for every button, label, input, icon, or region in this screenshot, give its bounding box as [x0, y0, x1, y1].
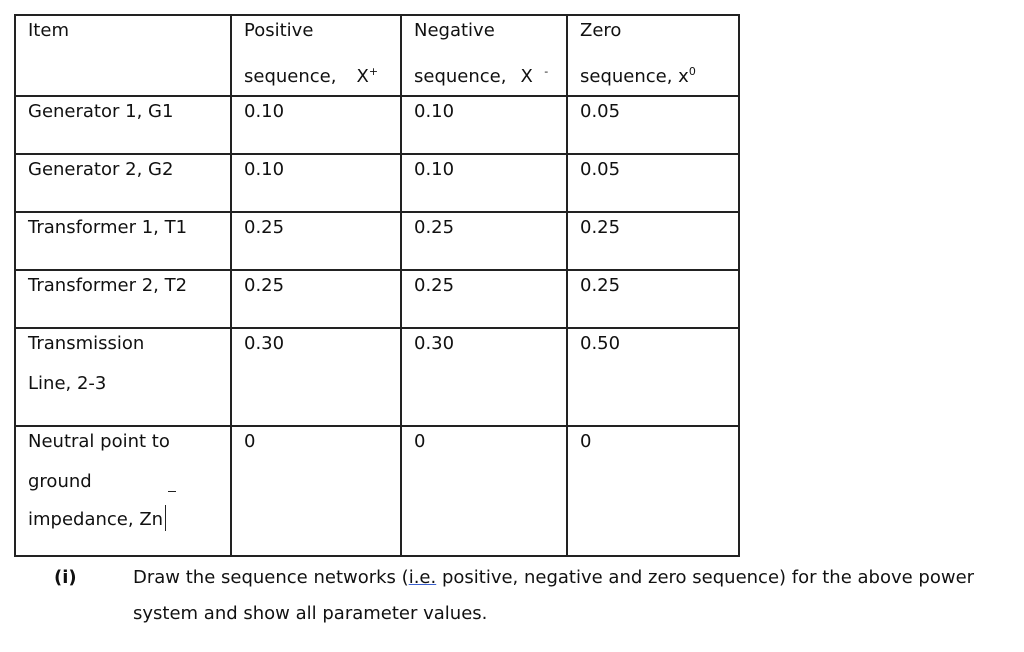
question-text: Draw the sequence networks (i.e. positive, negative and zero sequence) for the above power system and show all parameter values. — [133, 567, 975, 624]
row-positive: 0 — [231, 426, 401, 556]
row-negative: 0.25 — [401, 270, 567, 328]
cursor-bar — [165, 505, 166, 531]
row-positive: 0.25 — [231, 212, 401, 270]
header-item: Item — [15, 15, 231, 96]
header-negative: Negative sequence, X - — [401, 15, 567, 96]
table-row — [15, 154, 739, 212]
row-zero: 0.05 — [567, 96, 739, 154]
row-item: Generator 1, G1 — [15, 96, 231, 154]
table-row — [15, 426, 739, 556]
table-row — [15, 270, 739, 328]
row-negative: 0 — [401, 426, 567, 556]
table-row — [15, 328, 739, 426]
row-negative: 0.30 — [401, 328, 567, 426]
row-zero: 0.25 — [567, 270, 739, 328]
row-zero: 0 — [567, 426, 739, 556]
negative-symbol: X - — [520, 65, 549, 87]
positive-symbol: X+ — [356, 65, 379, 87]
row-zero: 0.05 — [567, 154, 739, 212]
row-zero: 0.50 — [567, 328, 739, 426]
table-row — [15, 212, 739, 270]
row-zero: 0.25 — [567, 212, 739, 270]
table-row — [15, 96, 739, 154]
row-positive: 0.30 — [231, 328, 401, 426]
row-positive: 0.10 — [231, 96, 401, 154]
question-label: (i) — [54, 567, 77, 588]
row-negative: 0.25 — [401, 212, 567, 270]
header-positive: Positive sequence, X+ — [231, 15, 401, 96]
header-row — [15, 15, 739, 96]
row-item: Generator 2, G2 — [15, 154, 231, 212]
row-negative: 0.10 — [401, 154, 567, 212]
row-positive: 0.25 — [231, 270, 401, 328]
row-negative: 0.10 — [401, 96, 567, 154]
row-item: Transmission Line, 2-3 — [15, 328, 231, 426]
row-item: Transformer 1, T1 — [15, 212, 231, 270]
sequence-impedance-table — [14, 14, 740, 557]
row-item: Neutral point to ground impedance, Zn — [15, 426, 231, 556]
row-item: Transformer 2, T2 — [15, 270, 231, 328]
ie-abbrev: i.e. — [408, 567, 437, 588]
row-positive: 0.10 — [231, 154, 401, 212]
header-zero: Zero sequence, $x^0$ — [567, 15, 739, 96]
